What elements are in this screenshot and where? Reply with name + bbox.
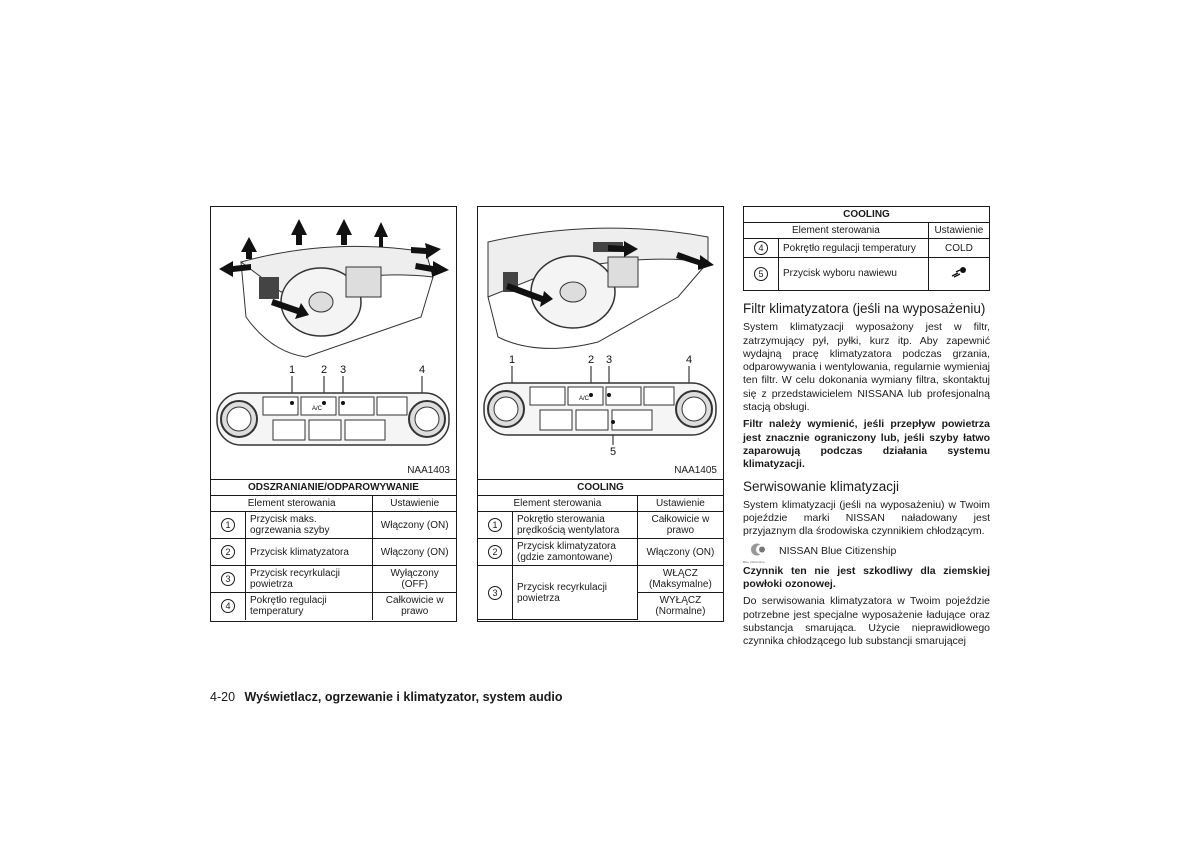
- chapter-title: Wyświetlacz, ogrzewanie i klimatyzator, system audio: [244, 690, 563, 704]
- vent-mode-icon: [950, 266, 968, 278]
- col-header-setting: Ustawienie: [637, 496, 723, 512]
- blue-citizenship-logo: [743, 543, 777, 564]
- table-row: 3 Przycisk recyrkulacji powietrza Wyłączony (OFF): [211, 566, 456, 593]
- row-number: 2: [221, 545, 235, 559]
- callout-2: 2: [321, 364, 328, 376]
- table-row: WYŁĄCZ (Normalne): [478, 593, 723, 620]
- table-row: 2 Przycisk klimatyzatora Włączony (ON): [211, 539, 456, 566]
- callout-4: 4: [419, 364, 426, 376]
- table-row: 3 Przycisk recyrkulacji powietrza WŁĄCZ (Maksymalne): [478, 566, 723, 593]
- dashboard-defrost-illustration: [211, 207, 455, 479]
- callout-3: 3: [340, 364, 347, 376]
- dashboard-cooling-illustration: [478, 207, 722, 479]
- table-row: 4 Pokrętło regulacji temperatury COLD: [744, 239, 989, 258]
- left-figure: [211, 207, 456, 480]
- ac-button-label: A/C: [579, 396, 590, 402]
- page-footer: [210, 690, 562, 704]
- table-title: COOLING: [478, 480, 723, 496]
- row-number: 3: [488, 586, 502, 600]
- table-row: 2 Przycisk klimatyzatora (gdzie zamontowane) Włączony (ON): [478, 539, 723, 566]
- callout-3: 3: [606, 354, 613, 366]
- paragraph: Do serwisowania klimatyzatora w Twoim pojeździe potrzebne jest specjalne wyposażenie ładujące oraz substancja smarująca. Użycie nieprawidłowego czynnika chłodzącego lub substancji smarującej: [743, 595, 990, 648]
- callout-1: 1: [289, 364, 296, 376]
- row-number: 4: [221, 599, 235, 613]
- row-number: 3: [221, 572, 235, 586]
- table-row: 1 Pokrętło sterowania prędkością wentylatora Całkowicie w prawo: [478, 512, 723, 539]
- section-heading-service: Serwisowanie klimatyzacji: [743, 478, 900, 494]
- right-text-column: [743, 302, 990, 649]
- left-figure-panel: [210, 206, 457, 622]
- table-row: 5 Przycisk wyboru nawiewu: [744, 258, 989, 290]
- table-row: 1 Przycisk maks. ogrzewania szyby Włączony (ON): [211, 512, 456, 539]
- ac-button-label: A/C: [312, 406, 323, 412]
- figure-code: NAA1403: [407, 465, 450, 476]
- right-cooling-table-box: [743, 206, 990, 291]
- cooling-table: [478, 480, 723, 620]
- row-number: 1: [488, 518, 502, 532]
- defrost-table: [211, 480, 456, 620]
- middle-figure-panel: [477, 206, 724, 622]
- callout-2: 2: [588, 354, 595, 366]
- right-cooling-table: [744, 207, 989, 290]
- paragraph-bold: Filtr należy wymienić, jeśli przepływ powietrza jest znacznie ograniczony lub, jeśli szyby łatwo zaparowują podczas działania systemu klimatyzacji.: [743, 418, 990, 471]
- page-number: 4-20: [210, 690, 236, 704]
- row-number: 1: [221, 518, 235, 532]
- leaf-logo-icon: [747, 543, 771, 556]
- row-number: 5: [754, 267, 768, 281]
- col-header-setting: Ustawienie: [928, 223, 989, 239]
- table-title: ODSZRANIANIE/ODPAROWYWANIE: [211, 480, 456, 496]
- col-header-control: Element sterowania: [478, 496, 637, 512]
- figure-code: NAA1405: [674, 465, 717, 476]
- row-number: 2: [488, 545, 502, 559]
- blue-citizenship-logo-line: [743, 543, 990, 564]
- col-header-control: Element sterowania: [211, 496, 373, 512]
- middle-figure: [478, 207, 723, 480]
- section-heading-filter: Filtr klimatyzatora (jeśli na wyposażeniu): [743, 301, 986, 316]
- paragraph-bold: Czynnik ten nie jest szkodliwy dla ziemskiej powłoki ozonowej.: [743, 564, 990, 591]
- col-header-setting: Ustawienie: [373, 496, 456, 512]
- row-number: 4: [754, 241, 768, 255]
- logo-small-text: Blue Citizenship: [743, 559, 765, 564]
- table-row: 4 Pokrętło regulacji temperatury Całkowicie w prawo: [211, 593, 456, 620]
- table-title: COOLING: [744, 207, 989, 223]
- callout-1: 1: [509, 354, 516, 366]
- paragraph: System klimatyzacji (jeśli na wyposażeniu) w Twoim pojeździe marki NISSAN naładowany jest przyjaznym dla środowiska czynnikiem chłodzącym.: [743, 498, 990, 538]
- callout-4: 4: [686, 354, 693, 366]
- logo-label: NISSAN Blue Citizenship: [779, 545, 897, 558]
- paragraph: System klimatyzacji wyposażony jest w filtr, zatrzymujący pył, pyłki, kurz itp. Aby zapewnić wydajną pracę klimatyzatora podczas grzania, odparowywania i wentylowania, regularnie wymieniaj ten filtr. W celu dokonania wymiany filtra, skontaktuj się z przedstawicielem NISSANA lub profesjonalną stacją obsługi.: [743, 321, 990, 414]
- callout-5: 5: [610, 446, 617, 458]
- col-header-control: Element sterowania: [744, 223, 928, 239]
